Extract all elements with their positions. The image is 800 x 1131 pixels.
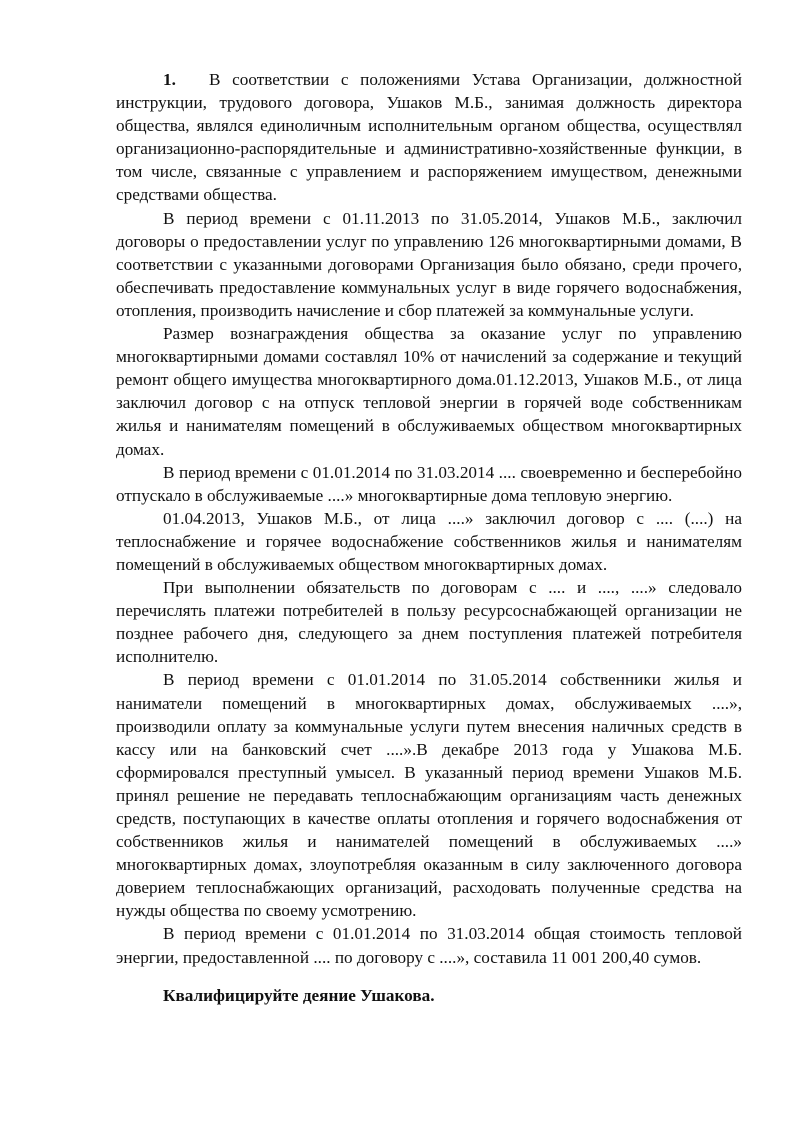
- paragraph-5: 01.04.2013, Ушаков М.Б., от лица ....» заключил договор с .... (....) на теплоснабжение и горячее водоснабжение собственников жилья и нанимателям помещений в обслуживаемых обществом многоквартирных домах.: [116, 508, 742, 574]
- paragraph-1-text: В соответствии с положениями Устава Организации, должностной инструкции, трудового договора, Ушаков М.Б., занимая должность директора общества, являлся единоличным исполнительным органом общества, осуществлял организационно-распорядительные и административно-хозяйственные функции, в том числе, связанные с управлением и распоряжением имуществом, денежными средствами общества.: [116, 70, 742, 205]
- paragraph-1: [116, 68, 742, 207]
- paragraph-8: В период времени с 01.01.2014 по 31.03.2014 общая стоимость тепловой энергии, предоставленной .... по договору с ....», составила 11 001 200,40 сумов.: [116, 924, 742, 967]
- paragraph-6: При выполнении обязательств по договорам с .... и ...., ....» следовало перечислять платежи потребителей в пользу ресурсоснабжающей организации не позднее рабочего дня, следующего за днем поступления платежей потребителя исполнителю.: [116, 578, 742, 667]
- task-heading: Квалифицируйте деяние Ушакова.: [163, 985, 435, 1005]
- paragraph-7: В период времени с 01.01.2014 по 31.05.2014 собственники жилья и наниматели помещений в многоквартирных домах, обслуживаемых ....», производили оплату за коммунальные услуги путем внесения наличных средств в кассу или на банковский счет ....».В декабре 2013 года у Ушакова М.Б. сформировался преступный умысел. В указанный период времени Ушаков М.Б. принял решение не передавать теплоснабжающим организациям часть денежных средств, поступающих в качестве оплаты отопления и горячего водоснабжения от собственников жилья и нанимателей помещений в обслуживаемых ....» многоквартирных домах, злоупотребляя оказанным в силу заключенного договора доверием теплоснабжающих организаций, расходовать полученные средства на нужды общества по своему усмотрению.: [116, 670, 742, 921]
- item-number: 1.: [163, 70, 176, 89]
- paragraph-3: Размер вознаграждения общества за оказание услуг по управлению многоквартирными домами составлял 10% от начислений за содержание и текущий ремонт общего имущества многоквартирного дома.01.12.2013, Ушаков М.Б., от лица заключил договор с на отпуск тепловой энергии в горячей воде собственникам жилья и нанимателям помещений в обслуживаемых обществом многоквартирных домах.: [116, 324, 742, 459]
- paragraph-4: В период времени с 01.01.2014 по 31.03.2014 .... своевременно и бесперебойно отпускало в обслуживаемые ....» многоквартирные дома тепловую энергию.: [116, 462, 742, 505]
- paragraph-2: В период времени с 01.11.2013 по 31.05.2014, Ушаков М.Б., заключил договоры о предоставлении услуг по управлению 126 многоквартирными домами, В соответствии с указанными договорами Организация было обязано, среди прочего, обеспечивать предоставление коммунальных услуг в виде горячего водоснабжения, отопления, производить начисление и сбор платежей за коммунальные услуги.: [116, 208, 742, 320]
- document-body: [116, 68, 742, 1007]
